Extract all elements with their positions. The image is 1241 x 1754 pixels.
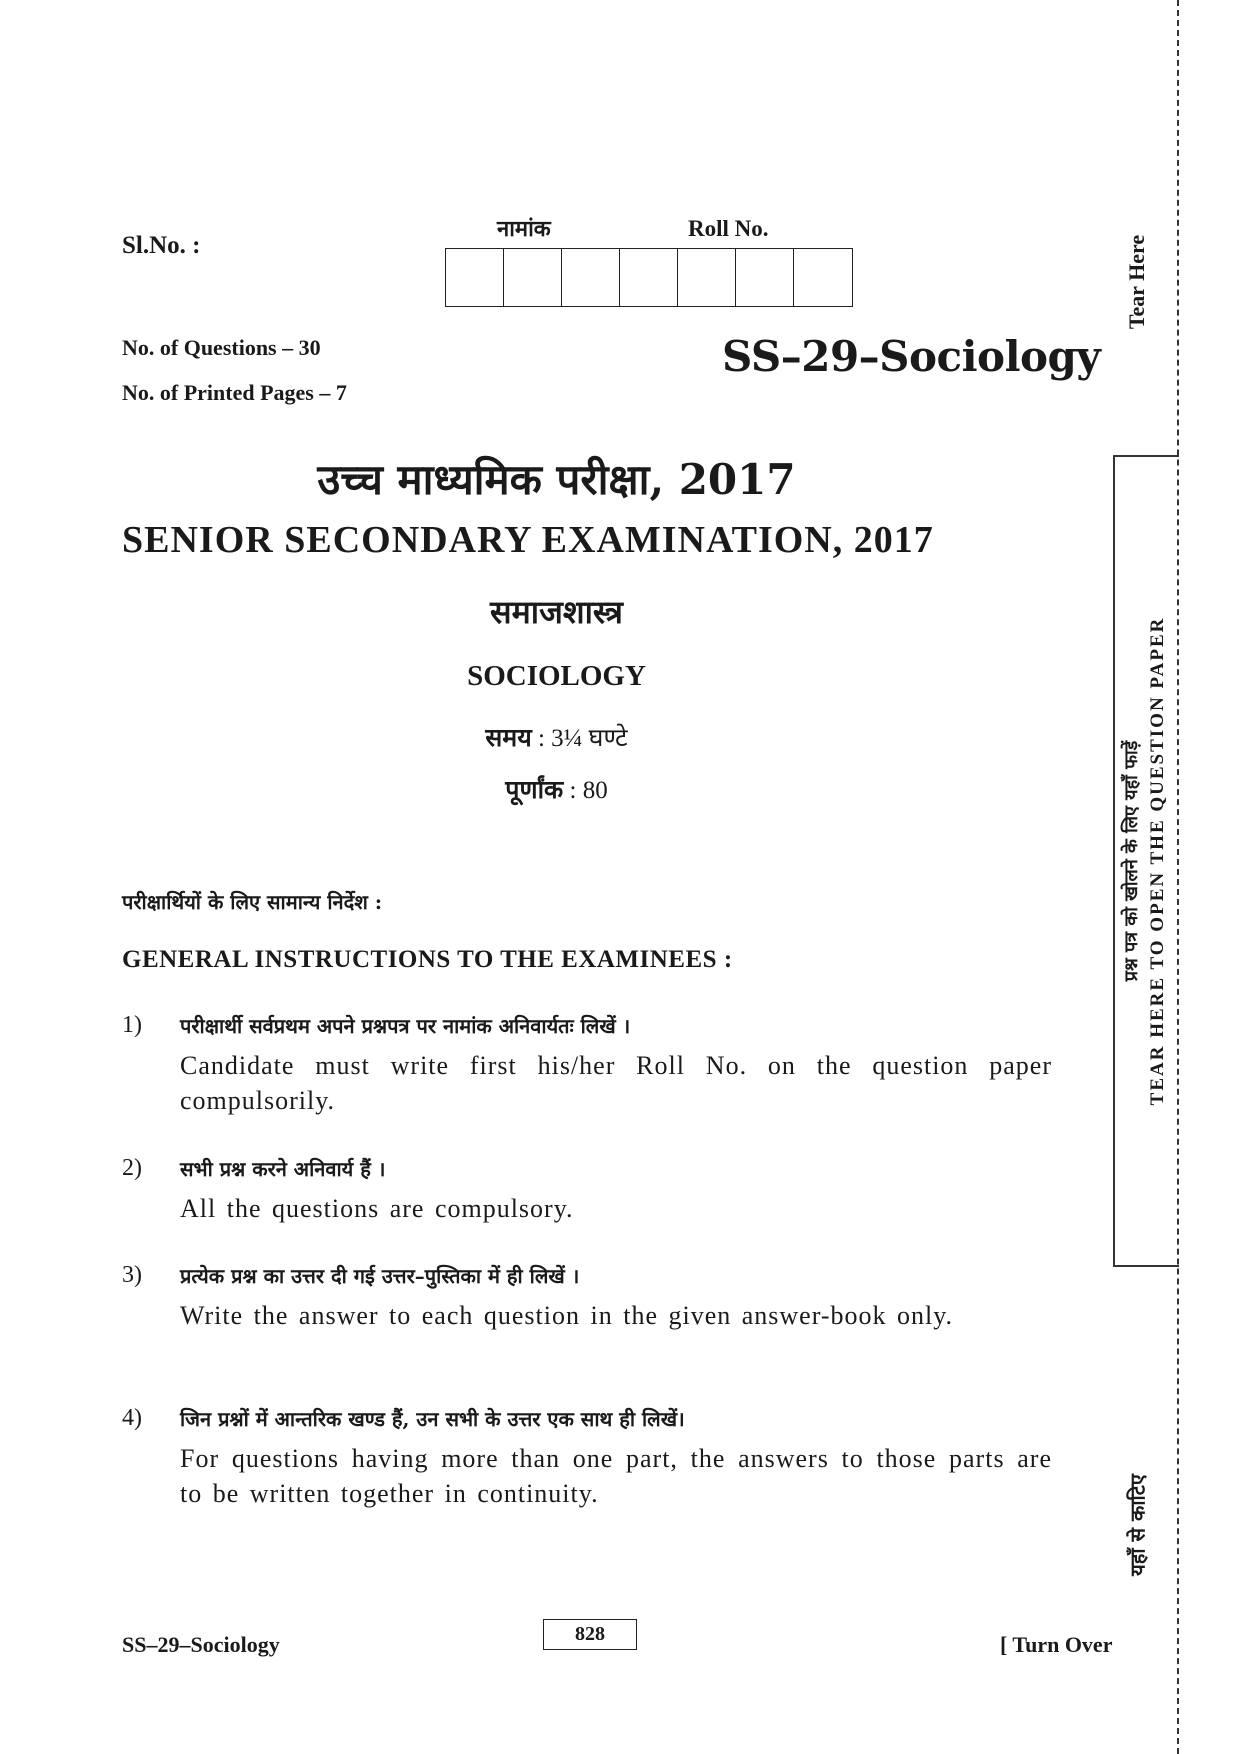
instruction-hindi: सभी प्रश्न करने अनिवार्य हैं । <box>180 1157 386 1181</box>
roll-digit-box[interactable] <box>620 249 678 306</box>
instructions-heading-hindi: परीक्षार्थियों के लिए सामान्य निर्देश : <box>122 890 383 914</box>
instruction-english: For questions having more than one part, the answers to those parts are to be written together in continuity. <box>180 1444 1052 1508</box>
paper-code: SS–29–Sociology <box>722 332 1101 381</box>
roll-number-boxes[interactable] <box>445 248 853 307</box>
subject-title: SOCIOLOGY <box>467 660 646 692</box>
roll-digit-box[interactable] <box>678 249 736 306</box>
instruction-number: 3) <box>122 1262 142 1288</box>
exam-title: SENIOR SECONDARY EXAMINATION, 2017 <box>122 519 934 561</box>
roll-digit-box[interactable] <box>504 249 562 306</box>
marks-label: पूर्णांक <box>505 775 564 804</box>
instruction-hindi: परीक्षार्थी सर्वप्रथम अपने प्रश्नपत्र पर नामांक अनिवार्यतः लिखें । <box>180 1014 631 1038</box>
marks-value: : 80 <box>563 777 608 804</box>
instruction-english: All the questions are compulsory. <box>180 1194 574 1223</box>
roll-number-label-hindi: नामांक <box>497 217 551 242</box>
page-code-box: 828 <box>543 1619 637 1650</box>
instruction-hindi: प्रत्येक प्रश्न का उत्तर दी गई उत्तर–पुस्तिका में ही लिखें । <box>180 1264 580 1288</box>
time-allowed <box>0 720 1113 754</box>
instruction-hindi: जिन प्रश्नों में आन्तरिक खण्ड हैं, उन सभी के उत्तर एक साथ ही लिखें। <box>180 1407 685 1431</box>
turn-over-label: [ Turn Over <box>1000 1632 1113 1657</box>
maximum-marks <box>0 772 1113 806</box>
subject-title-hindi: समाजशास्त्र <box>490 593 623 631</box>
roll-digit-box[interactable] <box>794 249 852 306</box>
number-of-pages: No. of Printed Pages – 7 <box>122 380 347 405</box>
roll-number-label: Roll No. <box>688 216 769 241</box>
tear-instruction-hindi: प्रश्न पत्र को खोलने के लिए यहाँ फाड़ें <box>1121 740 1142 982</box>
instructions-heading: GENERAL INSTRUCTIONS TO THE EXAMINEES : <box>122 946 733 973</box>
instruction-number: 1) <box>122 1012 142 1038</box>
serial-number-label: Sl.No. : <box>122 232 201 259</box>
roll-digit-box[interactable] <box>736 249 794 306</box>
time-value: : 3¼ घण्टे <box>531 725 628 752</box>
roll-digit-box[interactable] <box>446 249 504 306</box>
instruction-english: Candidate must write first his/her Roll No. on the question paper compulsorily. <box>180 1051 1052 1115</box>
instruction-number: 4) <box>122 1405 142 1431</box>
exam-title-hindi: उच्च माध्यमिक परीक्षा, 2017 <box>317 455 796 504</box>
instruction-number: 2) <box>122 1155 142 1181</box>
tear-instruction-english: TEAR HERE TO OPEN THE QUESTION PAPER <box>1147 616 1168 1106</box>
instruction-english: Write the answer to each question in the given answer-book only. <box>180 1301 954 1330</box>
time-label: समय <box>485 723 532 752</box>
roll-digit-box[interactable] <box>562 249 620 306</box>
footer-paper-code: SS–29–Sociology <box>122 1632 280 1657</box>
number-of-questions: No. of Questions – 30 <box>122 335 321 360</box>
